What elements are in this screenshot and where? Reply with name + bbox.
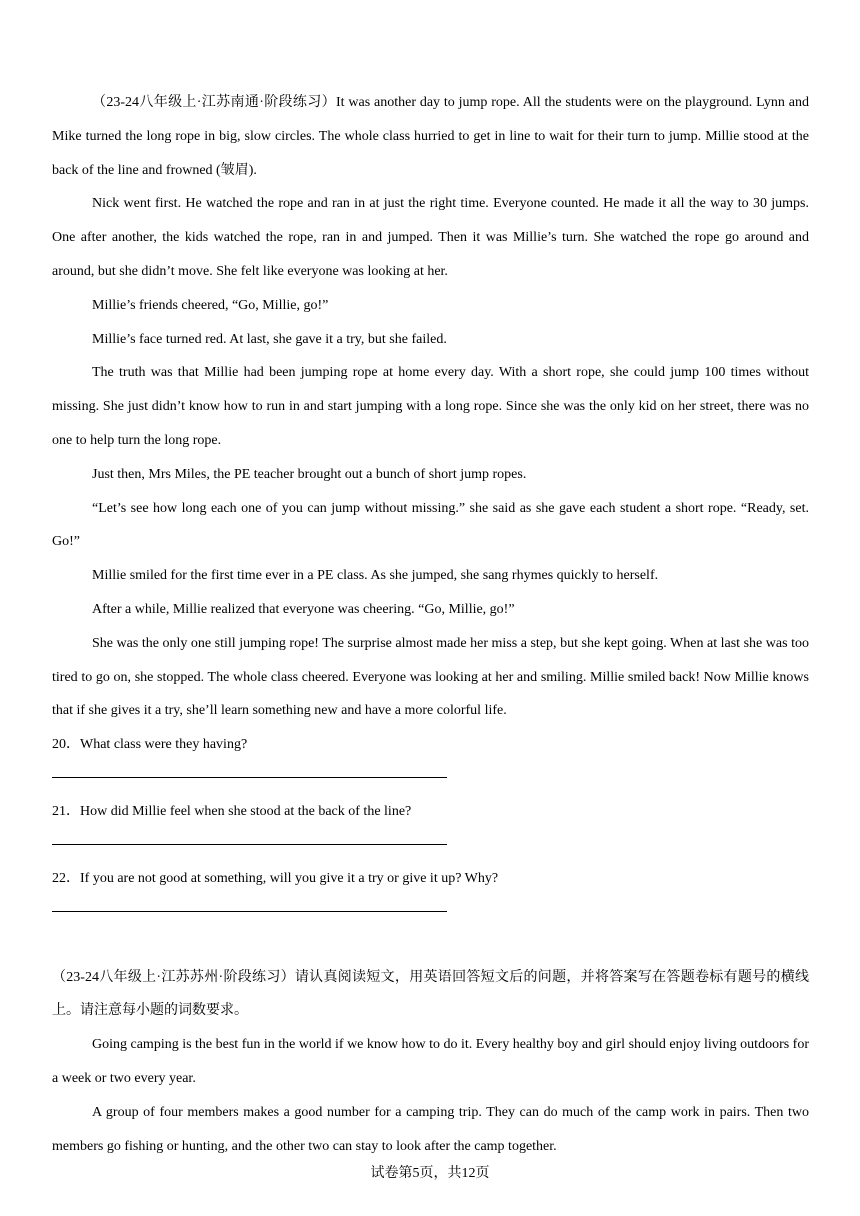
passage1-paragraph: “Let’s see how long each one of you can jump without missing.” she said as she gave each student a short rope. “Ready, set. Go!”	[52, 500, 809, 550]
passage1-paragraph: Millie smiled for the first time ever in a PE class. As she jumped, she sang rhymes quickly to herself.	[92, 568, 659, 584]
section-gap	[52, 929, 809, 961]
passage1-paragraph: The truth was that Millie had been jumping rope at home every day. With a short rope, she could jump 100 times without missing. She just didn’t know how to run in and start jumping with a long rope. Since she was the only kid on her street, there was no one to help turn the long rope.	[52, 365, 809, 448]
page-content	[52, 86, 809, 1163]
answer-line-21[interactable]	[52, 844, 447, 845]
passage1-paragraph: Just then, Mrs Miles, the PE teacher brought out a bunch of short jump ropes.	[92, 466, 527, 482]
question-20: 20．What class were they having?	[52, 737, 248, 753]
page-footer: 试卷第5页，共12页	[370, 1166, 490, 1181]
passage2-intro: （23-24八年级上·江苏苏州·阶段练习）请认真阅读短文，用英语回答短文后的问题，并将答案写在答题卷标有题号的横线上。请注意每小题的词数要求。	[52, 969, 809, 1019]
passage2-paragraph: Going camping is the best fun in the world if we know how to do it. Every healthy boy and girl should enjoy living outdoors for a week or two every year.	[52, 1037, 810, 1086]
passage1-paragraph: Millie’s face turned red. At last, she gave it a try, but she failed.	[92, 331, 447, 347]
passage1-paragraph: After a while, Millie realized that everyone was cheering. “Go, Millie, go!”	[92, 601, 515, 617]
passage1-paragraph: Millie’s friends cheered, “Go, Millie, go!”	[92, 297, 329, 313]
question-21: 21．How did Millie feel when she stood at the back of the line?	[52, 803, 412, 819]
passage1-paragraph: She was the only one still jumping rope! The surprise almost made her miss a step, but she kept going. When at last she was too tired to go on, she stopped. The whole class cheered. Everyone was looking at her and smiling. Millie smiled back! Now Millie knows that if she gives it a try, she’ll learn something new and have a more colorful life.	[52, 635, 809, 719]
passage1-paragraph: Nick went first. He watched the rope and ran in at just the right time. Everyone counted. He made it all the way to 30 jumps. One after another, the kids watched the rope, ran in and jumped. Then it was Millie’s turn. She watched the rope go around and around, but she didn’t move. She felt like everyone was looking at her.	[52, 196, 809, 279]
answer-line-22[interactable]	[52, 911, 447, 912]
question-22: 22．If you are not good at something, will you give it a try or give it up? Why?	[52, 870, 499, 886]
passage1-paragraph: （23-24八年级上·江苏南通·阶段练习）It was another day to jump rope. All the students were on the playground. Lynn and Mike turned the long rope in big, slow circles. The whole class hurried to get in line to wait for their turn to jump. Millie stood at the back of the line and frowned (皱眉).	[52, 95, 809, 178]
answer-line-20[interactable]	[52, 777, 447, 778]
passage2-paragraph: A group of four members makes a good number for a camping trip. They can do much of the camp work in pairs. Then two members go fishing or hunting, and the other two can stay to look after the camp together.	[52, 1104, 809, 1154]
